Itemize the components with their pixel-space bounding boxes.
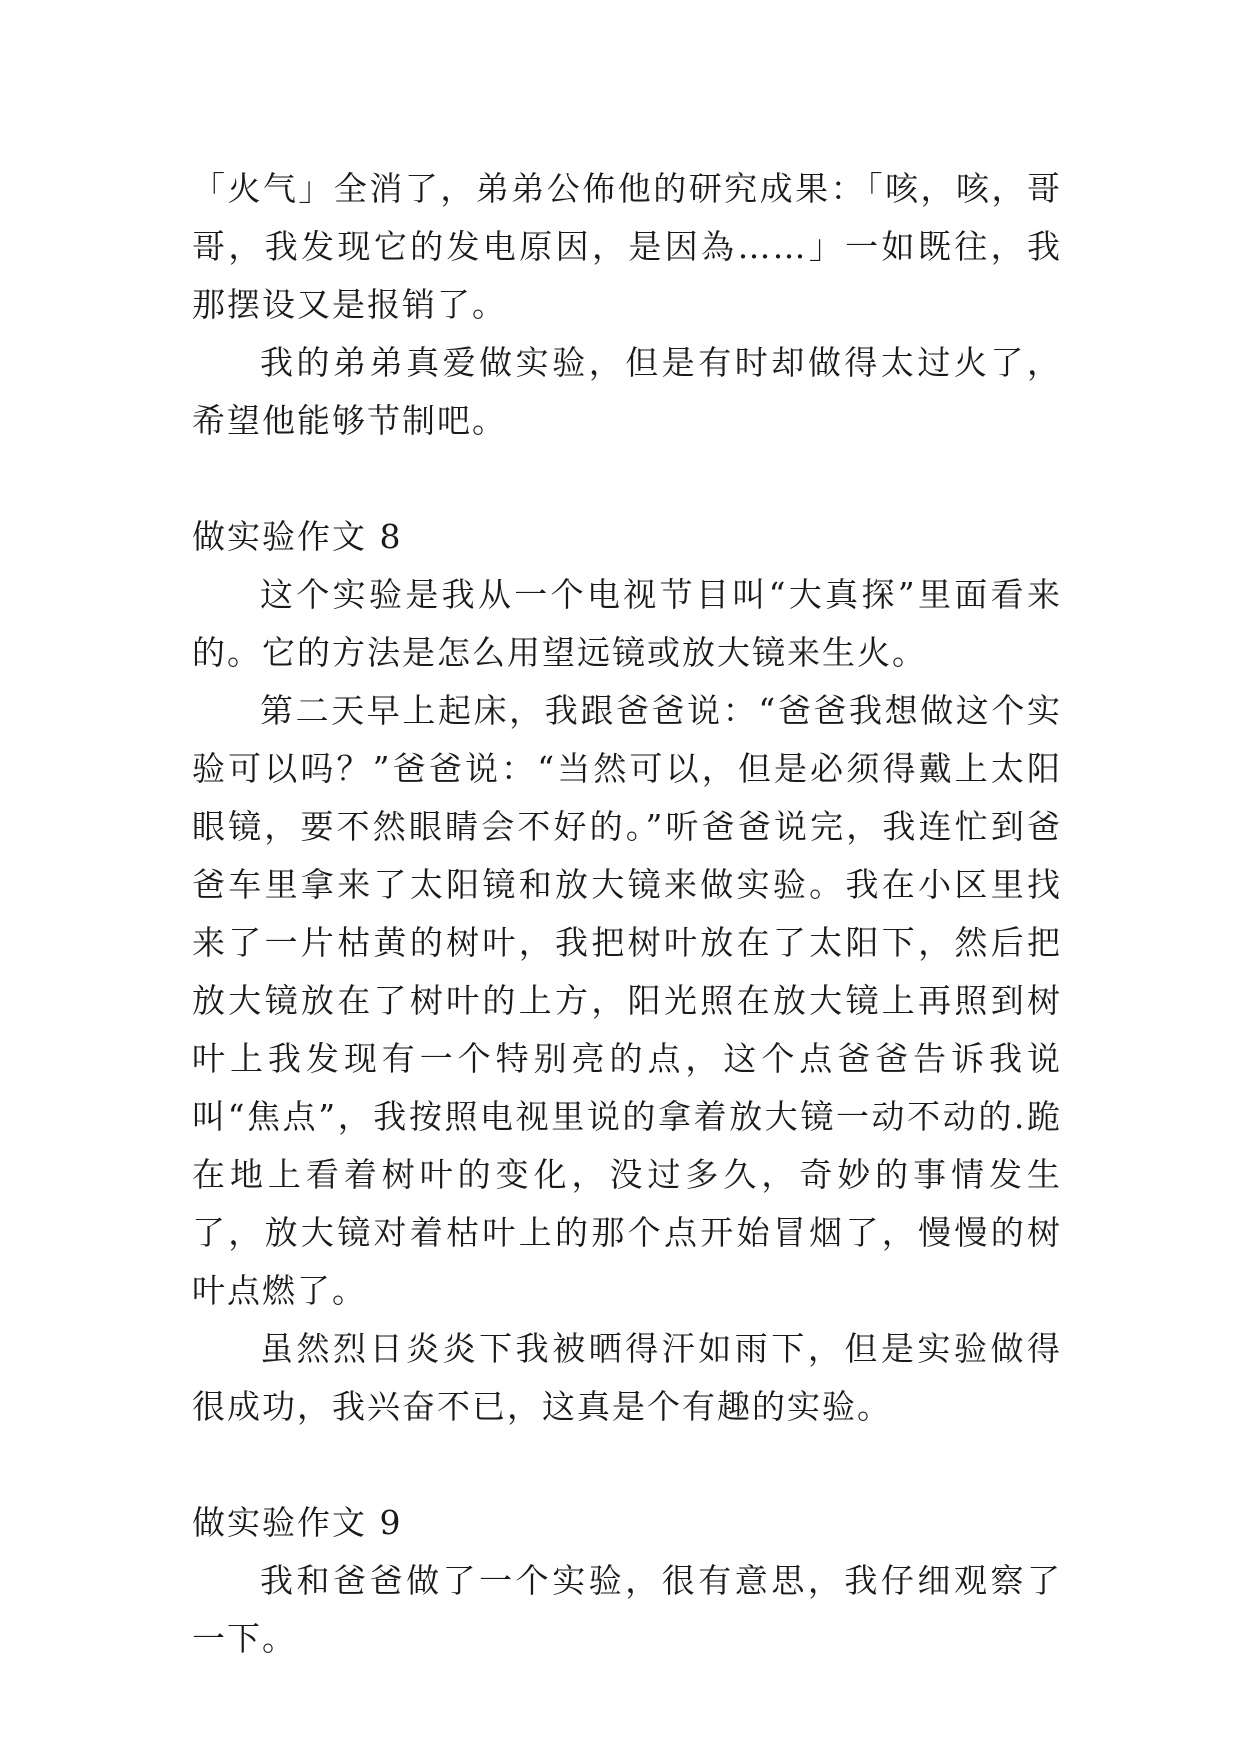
paragraph: 我的弟弟真爱做实验，但是有时却做得太过火了，希望他能够节制吧。 bbox=[192, 343, 1062, 440]
document-body bbox=[192, 160, 1062, 1668]
section-gap bbox=[192, 1436, 1062, 1494]
paragraph: 虽然烈日炎炎下我被晒得汗如雨下，但是实验做得很成功，我兴奋不已，这真是个有趣的实验。 bbox=[192, 1329, 1062, 1426]
paragraph: 这个实验是我从一个电视节目叫“大真探”里面看来的。它的方法是怎么用望远镜或放大镜来生火。 bbox=[192, 575, 1062, 672]
paragraph-continued: 「火气」全消了，弟弟公佈他的研究成果：「咳，咳，哥哥，我发现它的发电原因，是因為……」一如既往，我那摆设又是报销了。 bbox=[192, 169, 1062, 324]
paragraph: 我和爸爸做了一个实验，很有意思，我仔细观察了一下。 bbox=[192, 1561, 1062, 1658]
section-gap bbox=[192, 450, 1062, 508]
section-title-9: 做实验作文 9 bbox=[192, 1503, 403, 1542]
section-title-8: 做实验作文 8 bbox=[192, 517, 403, 556]
paragraph: 第二天早上起床，我跟爸爸说：“爸爸我想做这个实验可以吗？”爸爸说：“当然可以，但是必须得戴上太阳眼镜，要不然眼睛会不好的。”听爸爸说完，我连忙到爸爸车里拿来了太阳镜和放大镜来做实验。我在小区里找来了一片枯黄的树叶，我把树叶放在了太阳下，然后把放大镜放在了树叶的上方，阳光照在放大镜上再照到树叶上我发现有一个特别亮的点，这个点爸爸告诉我说叫“焦点”，我按照电视里说的拿着放大镜一动不动的.跪在地上看着树叶的变化，没过多久，奇妙的事情发生了，放大镜对着枯叶上的那个点开始冒烟了，慢慢的树叶点燃了。 bbox=[192, 691, 1062, 1310]
